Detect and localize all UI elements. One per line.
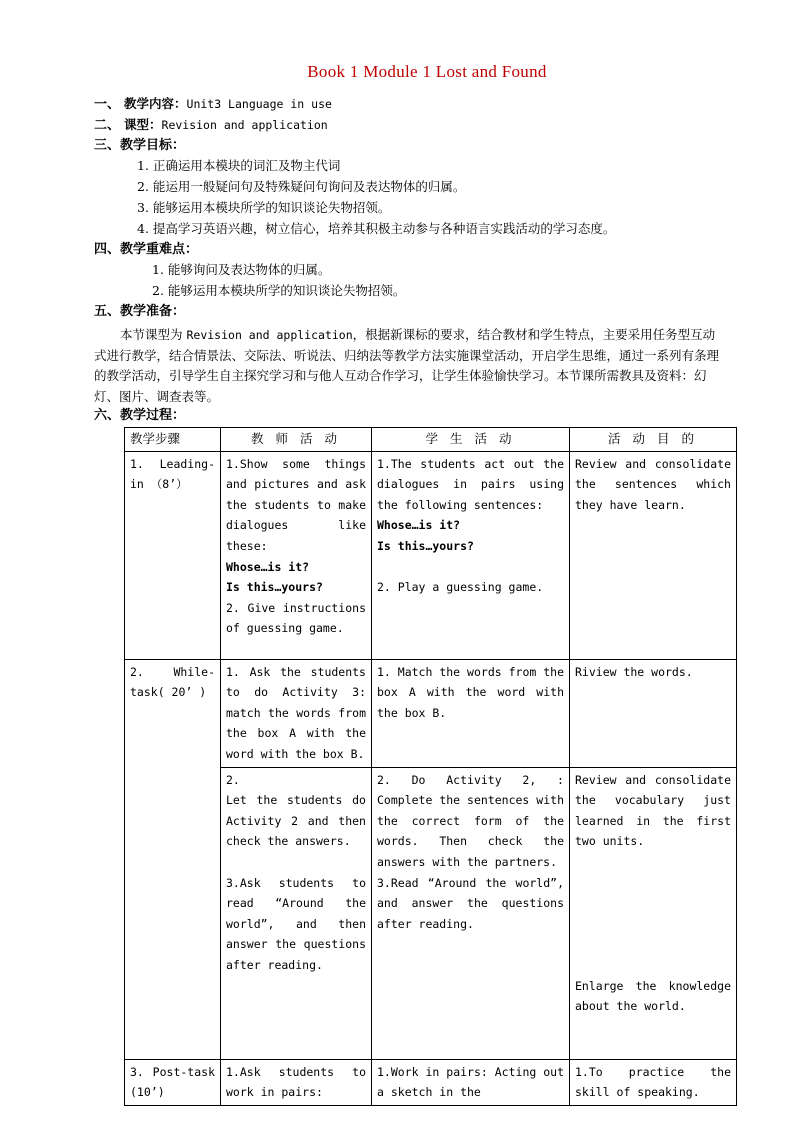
cell-text: 2. [226,772,240,787]
goal-item: 4. 提高学习英语兴趣，树立信心，培养其积极主动参与各种语言实践活动的学习态度。 [137,221,616,236]
section-number: 一、 [94,97,121,112]
teacher-cell [221,767,372,1059]
table-header-row [125,428,737,452]
purpose-cell: Riview the words. [570,659,737,767]
table-row [125,1059,737,1105]
purpose-cell: 1.To practice the skill of speaking. [570,1059,737,1105]
purpose-cell [570,767,737,1059]
student-cell [372,767,570,1059]
section-type [94,116,328,135]
cell-text: 1.The students act out the dialogues in pairs using the following sentences: [377,456,564,512]
section-label: 教学目标： [120,138,186,153]
student-cell: 1.Work in pairs: Acting out a sketch in the [372,1059,570,1105]
cell-text: Let the students do Activity 2 and then check the answers. [226,793,366,849]
goal-item: 2. 能运用一般疑问句及特殊疑问句询问及表达物体的归属。 [137,179,466,194]
cell-text: 3.Ask students to read “Around the world”, and then answer the questions after reading. [226,875,366,972]
section-goals [94,137,185,155]
cell-text: 2. Give instructions of guessing game. [226,600,366,636]
cell-text-bold: Is this…yours? [377,538,474,553]
process-table [124,427,737,1106]
header-cell: 学 生 活 动 [372,428,570,452]
section-label: 教学过程： [120,408,186,423]
purpose-cell: Review and consolidate the sentences which they have learn. [570,451,737,659]
section-value: Unit3 Language in use [186,97,332,111]
cell-text: Review and consolidate the vocabulary just learned in the first two units. [575,772,731,849]
section-label: 教学准备： [120,304,186,319]
section-preparation [94,303,185,321]
preparation-paragraph [94,325,724,407]
goal-item: 3. 能够运用本模块所学的知识谈论失物招领。 [137,200,391,215]
cell-text-bold: Is this…yours? [226,580,323,595]
teacher-cell: 1.Ask students to work in pairs: [221,1059,372,1105]
teacher-cell: 1. Ask the students to do Activity 3: match the words from the box A with the word with the box B. [221,659,372,767]
section-value: Revision and application [161,118,328,132]
para-text: 本节课型为 [120,327,187,342]
header-cell: 活 动 目 的 [570,428,737,452]
table-row [125,659,737,767]
step-cell: 3. Post-task (10’) [125,1059,221,1105]
cell-text-bold: Whose…is it? [377,518,461,533]
step-cell: 2. While-task( 20’ ) [125,659,221,1059]
step-cell: 1. Leading-in （8’） [125,451,221,659]
student-cell: 1. Match the words from the box A with the word with the box B. [372,659,570,767]
section-process [94,407,185,425]
student-cell [372,451,570,659]
section-number: 三、 [94,138,121,153]
section-number: 四、 [94,242,121,257]
para-text: Revision and application [186,328,353,342]
table-row [125,451,737,659]
para-text: ，根据新课标的要求，结合教材和学生特点，主要采用任务型互动式进行教学，结合情景法、交际法、听说法、归纳法等教学方法实施课堂活动，开启学生思维，通过一系列有条理的教学活动，引导学生自主探究学习和与他人互动合作学习，让学生体验愉快学习。本节课所需教具及资料：幻灯、图片、调查表等。 [94,327,720,404]
goal-item: 1. 正确运用本模块的词汇及物主代词 [137,158,341,173]
cell-text: 2. Do Activity 2, : Complete the sentences with the correct form of the words. Then check the answers with the partners. [377,772,564,869]
cell-text-bold: Whose…is it? [226,559,310,574]
cell-text: 2. Play a guessing game. [377,580,544,595]
section-number: 二、 [94,118,121,133]
cell-text: 3.Read “Around the world”, and answer the questions after reading. [377,875,564,931]
page-title: Book 1 Module 1 Lost and Found [307,62,547,81]
keypoint-item: 1. 能够询问及表达物体的归属。 [152,262,331,277]
section-number: 六、 [94,408,121,423]
section-label: 教学内容： [124,96,187,111]
section-label: 课型： [124,117,162,132]
section-label: 教学重难点： [120,242,199,257]
header-cell: 教学步骤 [125,428,221,452]
keypoint-item: 2. 能够运用本模块所学的知识谈论失物招领。 [152,283,406,298]
section-content [94,95,332,114]
cell-text: 1.Show some things and pictures and ask the students to make dialogues like these: [226,456,366,553]
section-keypoints [94,241,198,259]
section-number: 五、 [94,304,121,319]
teacher-cell [221,451,372,659]
header-cell: 教 师 活 动 [221,428,372,452]
cell-text: Enlarge the knowledge about the world. [575,978,731,1014]
